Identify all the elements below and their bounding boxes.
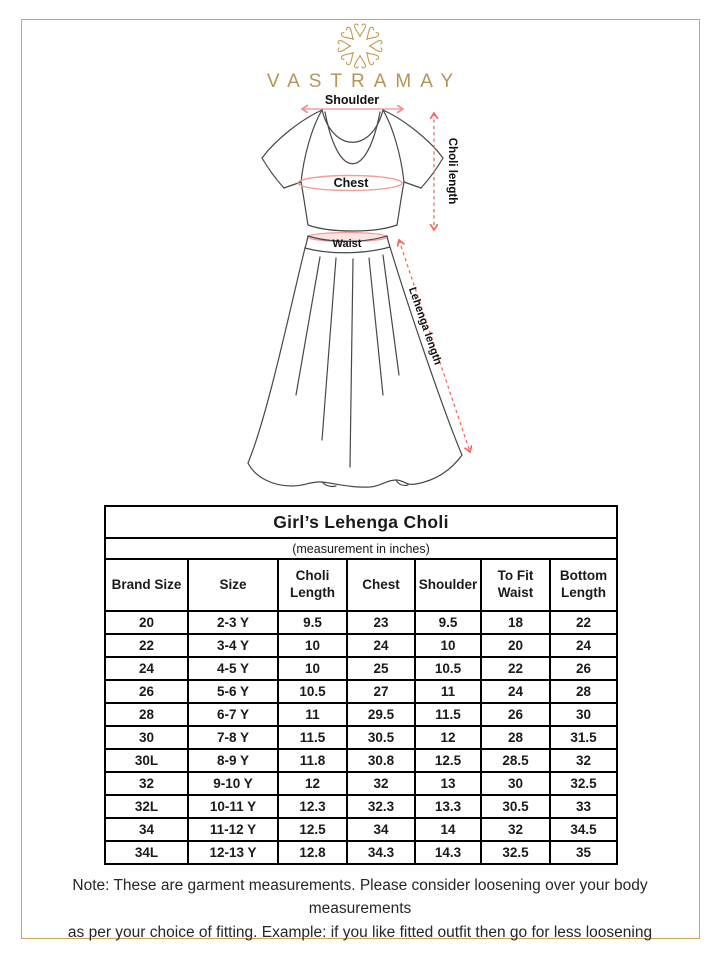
garment-measurement-diagram — [0, 95, 720, 505]
table-cell: 26 — [105, 680, 188, 703]
table-cell: 28 — [550, 680, 617, 703]
table-cell: 24 — [105, 657, 188, 680]
brand-header — [0, 22, 720, 93]
lehenga-outline — [248, 236, 462, 487]
table-cell: 25 — [347, 657, 415, 680]
table-cell: 12-13 Y — [188, 841, 278, 864]
table-cell: 10-11 Y — [188, 795, 278, 818]
note-line-2: as per your choice of fitting. Example: if you like fitted outfit then go for less loosening — [67, 923, 653, 941]
table-cell: 12 — [278, 772, 347, 795]
lehenga-length-label: Lehenga length — [405, 285, 444, 367]
table-cell: 12.5 — [415, 749, 481, 772]
choli-length-label: Choli length — [446, 137, 458, 205]
table-cell: 20 — [105, 611, 188, 634]
column-header: Shoulder — [415, 559, 481, 611]
table-cell: 31.5 — [550, 726, 617, 749]
table-cell: 29.5 — [347, 703, 415, 726]
table-cell: 12 — [415, 726, 481, 749]
table-title-row — [105, 506, 617, 538]
table-cell: 24 — [550, 634, 617, 657]
table-cell: 30.5 — [481, 795, 550, 818]
table-cell: 28.5 — [481, 749, 550, 772]
note-line-1: Note: These are garment measurements. Please consider loosening over your body measurements — [72, 877, 648, 918]
table-cell: 34 — [347, 818, 415, 841]
table-cell: 9.5 — [278, 611, 347, 634]
table-cell: 30.8 — [347, 749, 415, 772]
table-cell: 32.5 — [550, 772, 617, 795]
table-cell: 10 — [415, 634, 481, 657]
table-cell: 33 — [550, 795, 617, 818]
table-cell: 6-7 Y — [188, 703, 278, 726]
table-cell: 32 — [105, 772, 188, 795]
table-cell: 22 — [105, 634, 188, 657]
size-table-body — [105, 611, 617, 864]
table-cell: 12.8 — [278, 841, 347, 864]
table-cell: 12.3 — [278, 795, 347, 818]
table-cell: 10 — [278, 657, 347, 680]
table-cell: 28 — [105, 703, 188, 726]
chest-label: Chest — [333, 176, 369, 190]
table-cell: 34.3 — [347, 841, 415, 864]
table-row — [105, 726, 617, 749]
table-cell: 26 — [550, 657, 617, 680]
table-cell: 24 — [481, 680, 550, 703]
table-cell: 35 — [550, 841, 617, 864]
shoulder-label: Shoulder — [324, 95, 380, 107]
table-row — [105, 634, 617, 657]
table-cell: 13.3 — [415, 795, 481, 818]
table-cell: 4-5 Y — [188, 657, 278, 680]
table-cell: 13 — [415, 772, 481, 795]
table-cell: 30.5 — [347, 726, 415, 749]
table-cell: 32 — [481, 818, 550, 841]
table-cell: 32 — [550, 749, 617, 772]
table-cell: 12.5 — [278, 818, 347, 841]
table-cell: 3-4 Y — [188, 634, 278, 657]
table-row — [105, 795, 617, 818]
table-cell: 34 — [105, 818, 188, 841]
size-chart-table — [104, 505, 618, 865]
table-cell: 28 — [481, 726, 550, 749]
table-cell: 26 — [481, 703, 550, 726]
column-header: Bottom Length — [550, 559, 617, 611]
choli-outline — [262, 110, 443, 231]
table-cell: 11.8 — [278, 749, 347, 772]
column-header: Brand Size — [105, 559, 188, 611]
table-cell: 30 — [481, 772, 550, 795]
table-cell: 11.5 — [278, 726, 347, 749]
table-cell: 32.5 — [481, 841, 550, 864]
table-cell: 22 — [481, 657, 550, 680]
table-cell: 14.3 — [415, 841, 481, 864]
table-row — [105, 772, 617, 795]
table-cell: 27 — [347, 680, 415, 703]
table-cell: 11-12 Y — [188, 818, 278, 841]
table-subtitle-row — [105, 538, 617, 559]
table-cell: 5-6 Y — [188, 680, 278, 703]
size-table-head-row — [105, 559, 617, 611]
table-cell: 30 — [105, 726, 188, 749]
table-cell: 22 — [550, 611, 617, 634]
table-cell: 32.3 — [347, 795, 415, 818]
table-cell: 32L — [105, 795, 188, 818]
table-row — [105, 703, 617, 726]
column-header: Choli Length — [278, 559, 347, 611]
table-row — [105, 657, 617, 680]
column-header: Size — [188, 559, 278, 611]
table-cell: 30L — [105, 749, 188, 772]
table-cell: 11.5 — [415, 703, 481, 726]
brand-name: VASTRAMAY — [266, 71, 463, 92]
column-header: Chest — [347, 559, 415, 611]
table-cell: 34L — [105, 841, 188, 864]
table-row — [105, 749, 617, 772]
table-row — [105, 611, 617, 634]
table-cell: 9.5 — [415, 611, 481, 634]
table-row — [105, 818, 617, 841]
table-cell: 32 — [347, 772, 415, 795]
table-cell: 8-9 Y — [188, 749, 278, 772]
table-cell: 10.5 — [278, 680, 347, 703]
table-cell: 24 — [347, 634, 415, 657]
table-cell: 9-10 Y — [188, 772, 278, 795]
table-title: Girl’s Lehenga Choli — [105, 506, 617, 538]
table-cell: 11 — [415, 680, 481, 703]
table-cell: 10.5 — [415, 657, 481, 680]
table-cell: 18 — [481, 611, 550, 634]
table-cell: 34.5 — [550, 818, 617, 841]
waist-label: Waist — [332, 238, 362, 250]
table-cell: 7-8 Y — [188, 726, 278, 749]
table-cell: 2-3 Y — [188, 611, 278, 634]
table-cell: 10 — [278, 634, 347, 657]
table-cell: 20 — [481, 634, 550, 657]
table-row — [105, 841, 617, 864]
table-cell: 30 — [550, 703, 617, 726]
table-subtitle: (measurement in inches) — [105, 538, 617, 559]
table-row — [105, 680, 617, 703]
table-cell: 14 — [415, 818, 481, 841]
table-cell: 11 — [278, 703, 347, 726]
column-header: To Fit Waist — [481, 559, 550, 611]
note-text — [28, 874, 692, 944]
table-cell: 23 — [347, 611, 415, 634]
vastramay-ornament-logo-icon — [334, 22, 386, 70]
